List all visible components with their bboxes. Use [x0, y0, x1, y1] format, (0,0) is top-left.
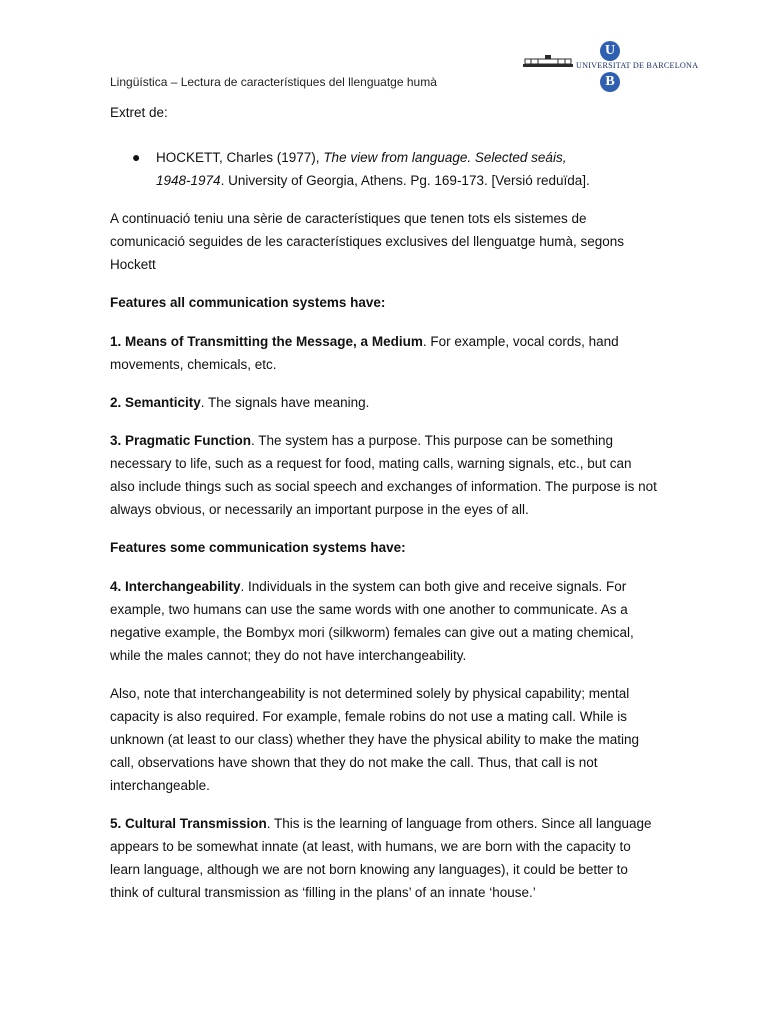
reference-author: HOCKETT, Charles (1977),	[156, 150, 324, 165]
feature-text: . The signals have meaning.	[200, 395, 370, 410]
reference-list	[110, 146, 660, 192]
section-heading-some: Features some communication systems have:	[110, 540, 406, 555]
bullet-icon: ●	[132, 149, 141, 165]
feature-cultural-transmission	[110, 812, 660, 904]
feature-text: . The system has a purpose. This purpose can be something necessary to life, such as a request for food, mating calls, warning signals, etc., but can also include things such as social speech and exchanges of information. The purpose is not always obvious, or necessarily an important purpose in the eyes of all.	[110, 433, 657, 517]
document-body	[110, 101, 660, 919]
feature-title: 2. Semanticity	[110, 395, 201, 410]
reference-item	[110, 146, 660, 192]
feature-title: 4. Interchangeability	[110, 579, 241, 594]
feature-semanticity	[110, 391, 660, 414]
header-title: Lingüística – Lectura de característiques del llenguatge humà	[110, 75, 437, 89]
feature-medium	[110, 330, 660, 376]
reference-title-line2: 1948-1974	[156, 173, 221, 188]
interchangeability-note: Also, note that interchangeability is not determined solely by physical capability; mental capacity is also required. For example, female robins do not use a mating call. While is unknown (at least to our class) whether they have the physical ability to make the mating call, observations have shown that they do not make the call. Thus, that call is not interchangeable.	[110, 686, 640, 793]
logo-letter-u: U	[600, 41, 620, 61]
section-heading-all: Features all communication systems have:	[110, 295, 386, 310]
feature-text: . This is the learning of language from others. Since all language appears to be somewhat innate (at least, with humans, we are born with the capacity to learn language, although we are not born knowing any languages), it could be better to think of cultural transmission as ‘filling in the plans’ of an innate ‘house.’	[110, 816, 652, 900]
feature-interchangeability	[110, 575, 660, 667]
feature-text: . Individuals in the system can both give and receive signals. For example, two humans can use the same words with one another to communicate. As a negative example, the Bombyx mori (silkworm) females can give out a mating chemical, while the males cannot; they do not have interchangeability.	[110, 579, 634, 663]
feature-title: 3. Pragmatic Function	[110, 433, 252, 448]
reference-title-line1: The view from language. Selected seáis,	[323, 150, 567, 165]
intro-paragraph: A continuació teniu una sèrie de característiques que tenen tots els sistemes de comunicació seguides de les característiques exclusives del llenguatge humà, segons Hockett	[110, 211, 625, 272]
reference-rest: . University of Georgia, Athens. Pg. 169-173. [Versió reduïda].	[220, 173, 590, 188]
feature-title: 5. Cultural Transmission	[110, 816, 267, 831]
feature-text: . For example, vocal cords, hand movements, chemicals, etc.	[110, 334, 619, 372]
building-icon	[523, 55, 573, 69]
feature-pragmatic-function	[110, 429, 660, 521]
logo-letter-b: B	[600, 72, 620, 92]
university-logo	[520, 40, 699, 92]
logo-text: UNIVERSITAT DE BARCELONA	[576, 61, 699, 70]
feature-title: 1. Means of Transmitting the Message, a Medium	[110, 334, 423, 349]
extret-label: Extret de:	[110, 105, 168, 120]
